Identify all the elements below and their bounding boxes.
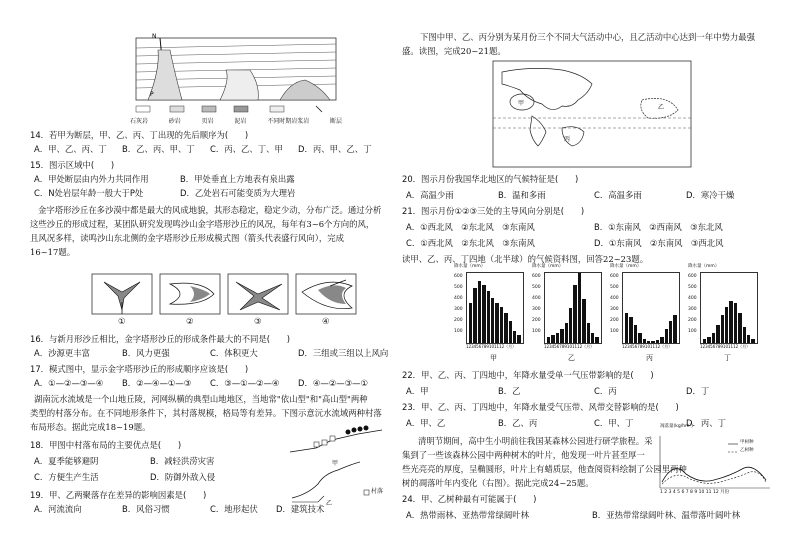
precip-chart-xlabel: 123456789101112（月） xyxy=(700,344,751,349)
q16-option-d[interactable]: D．三组或三组以上风向 xyxy=(298,348,389,358)
q22-option-c[interactable]: C．丙 xyxy=(594,386,617,396)
leaf-legend-yi: 乙树种 xyxy=(740,448,754,453)
precip-bar xyxy=(712,333,715,343)
dune-label-3: ③ xyxy=(254,316,262,326)
precip-bar xyxy=(478,281,481,343)
q22-option-b[interactable]: B．乙 xyxy=(498,386,521,396)
legend-magmatic: 不同时期岩浆岩 xyxy=(267,118,310,125)
dune-label-1: ① xyxy=(118,316,126,326)
precip-chart-name: 乙 xyxy=(568,354,575,362)
q19-option-b[interactable]: B．风俗习惯 xyxy=(122,504,170,514)
q20-option-b[interactable]: B．温和多雨 xyxy=(498,190,546,200)
q17-option-b[interactable]: B．②—④—①—③ xyxy=(122,378,192,388)
precip-bar xyxy=(495,303,498,343)
precip-bar xyxy=(560,329,563,343)
precip-chart-ytick: 600 xyxy=(688,274,697,279)
q15-option-a[interactable]: A．甲处断层由内外力共同作用 xyxy=(34,174,149,184)
precip-bar xyxy=(587,323,590,343)
precip-chart-plot xyxy=(700,272,758,344)
q23-option-c[interactable]: C．甲、丁 xyxy=(594,418,634,428)
precip-bar xyxy=(595,337,598,343)
passage-dune-line2: 这些沙丘的形成过程，某团队研究发现鸣沙山金字塔形沙丘的风况，每年有3~6个方向的风， xyxy=(30,219,375,229)
legend-shale: 页岩 xyxy=(201,118,214,125)
passage-dune-line4: 16~17题。 xyxy=(30,247,76,257)
q18-stem: 18．甲图中村落布局的主要优点是( ) xyxy=(30,440,182,450)
precip-bar xyxy=(647,341,650,343)
passage-village-line3: 布局形态。据此完成18~19题。 xyxy=(30,422,151,432)
precip-chart-name: 丙 xyxy=(646,354,653,362)
precip-bar xyxy=(500,307,503,343)
q21-option-d[interactable]: D．①东南风 ②东南风 ③西北风 xyxy=(594,238,724,248)
precip-bar xyxy=(729,301,732,343)
precip-bar xyxy=(738,313,741,343)
legend-limestone: 石灰岩 xyxy=(130,118,149,125)
precip-bar xyxy=(747,335,750,343)
precip-chart-ytick: 400 xyxy=(688,296,697,301)
q23-stem: 23．甲、乙、丙、丁四地中，年降水量受气压带、风带交替影响的是( ) xyxy=(402,402,679,412)
q18-option-b[interactable]: B．减轻洪涝灾害 xyxy=(150,456,215,466)
precip-chart-ytick: 100 xyxy=(454,329,463,334)
precip-bar xyxy=(473,288,476,343)
leaf-chart-ylabel: 凋落量(kg/hm²) xyxy=(660,424,694,429)
precip-chart-ylabel: 降水量（mm） xyxy=(688,264,720,269)
q15-option-d[interactable]: D．乙处岩石可能变质为大理岩 xyxy=(180,188,296,198)
precip-chart-ytick: 600 xyxy=(610,274,619,279)
precip-bar xyxy=(707,337,710,343)
precip-bar xyxy=(469,303,472,343)
q16-option-a[interactable]: A．沙源更丰富 xyxy=(34,348,90,358)
precip-bar xyxy=(517,335,520,343)
precip-chart-ytick: 300 xyxy=(610,307,619,312)
precip-bar xyxy=(638,333,641,343)
precip-chart-ytick: 400 xyxy=(532,296,541,301)
passage-climate: 读甲、乙、丙、丁四地（北半球）的气候资料图，回答22~23题。 xyxy=(402,254,649,264)
precip-chart-ytick: 500 xyxy=(454,285,463,290)
precip-bar xyxy=(751,339,754,343)
pressure-center-map xyxy=(492,60,692,168)
precip-chart-1 xyxy=(454,264,528,364)
precip-bar xyxy=(643,339,646,343)
precip-chart-plot xyxy=(466,272,524,344)
q14-option-a[interactable]: A．甲、乙、丙、丁 xyxy=(34,144,107,154)
precip-bar xyxy=(551,335,554,343)
village-label-yi: 乙 xyxy=(326,500,333,507)
precip-chart-ytick: 100 xyxy=(688,329,697,334)
q17-option-a[interactable]: A．①—②—③—④ xyxy=(34,378,104,388)
q24-option-a[interactable]: A．热带雨林、亚热带常绿阔叶林 xyxy=(406,510,529,520)
precip-bar xyxy=(565,323,568,343)
precip-bar xyxy=(482,285,485,343)
precip-bar xyxy=(743,327,746,343)
precip-chart-2 xyxy=(532,264,606,364)
village-legend: 村落 xyxy=(371,488,384,495)
precip-chart-3 xyxy=(610,264,684,364)
q24-stem: 24．甲、乙树种最有可能属于( ) xyxy=(402,494,537,504)
precip-chart-ytick: 100 xyxy=(532,329,541,334)
precip-bar xyxy=(703,339,706,343)
leaf-litter-chart xyxy=(650,430,774,498)
q15-option-b[interactable]: B．甲处垂直上方地表有泉出露 xyxy=(180,174,295,184)
precip-chart-ytick: 200 xyxy=(610,318,619,323)
precip-bar xyxy=(721,315,724,343)
precip-chart-name: 甲 xyxy=(490,354,497,362)
precip-bar xyxy=(591,333,594,343)
precip-bar xyxy=(673,315,676,343)
precip-bar xyxy=(656,340,659,343)
map-label-jia: 甲 xyxy=(518,100,525,107)
dune-model-figure xyxy=(90,272,360,328)
passage-village-line2: 类型的村落分布。在不同地形条件下，其村落规模，格局等有差异。下图示意沅水流域两种村落 xyxy=(30,408,382,418)
passage-dune-line1: 金字塔形沙丘在多沙漠中都是最大的风成地貌，其形态稳定，稳定少动，分布广泛。通过分析 xyxy=(38,205,382,215)
q16-option-b[interactable]: B．风力更强 xyxy=(122,348,170,358)
dune-label-2: ② xyxy=(186,316,194,326)
precip-bar xyxy=(487,291,490,343)
q17-option-c[interactable]: C．③—①—②—④ xyxy=(210,378,280,388)
geology-legend xyxy=(130,118,342,126)
q15-stem: 15．图示区域中( ) xyxy=(30,160,115,170)
map-label-yi: 乙 xyxy=(658,104,665,111)
passage-dune-line3: 且风况多样，读鸣沙山东北侧的金字塔形沙丘形成模式图（箭头代表盛行风向），完成 xyxy=(30,233,345,243)
q20-stem: 20．图示月份我国华北地区的气候特征是( ) xyxy=(402,174,579,184)
precip-chart-ytick: 600 xyxy=(532,274,541,279)
precip-chart-xlabel: 123456789101112（月） xyxy=(544,344,595,349)
passage-village-line1: 湖南沅水流域是一个山地丘陵，河网纵横的典型山地地区，当地常"依山型"和"高山型"两种 xyxy=(34,394,368,404)
q17-option-d[interactable]: D．④—②—③—① xyxy=(298,378,368,388)
passage-leaf-line4: 树的凋落叶年内变化（右图）。据此完成24~25题。 xyxy=(402,478,594,488)
precip-chart-ytick: 500 xyxy=(688,285,697,290)
precip-bar xyxy=(669,321,672,343)
intro-line2: 盛。读图，完成20~21题。 xyxy=(402,46,506,56)
dune-label-4: ④ xyxy=(322,316,330,326)
precip-chart-ytick: 200 xyxy=(454,318,463,323)
precip-bar xyxy=(556,333,559,343)
leaf-legend-jia: 甲树种 xyxy=(740,440,754,445)
q23-option-b[interactable]: B．乙、丙 xyxy=(498,418,538,428)
q19-option-c[interactable]: C．地形起伏 xyxy=(210,504,258,514)
q19-option-d[interactable]: D．建筑技术 xyxy=(276,504,325,514)
map-label-bing: 丙 xyxy=(564,136,571,143)
q21-option-a[interactable]: A．①西北风 ②东北风 ③东南风 xyxy=(406,222,535,232)
q16-option-c[interactable]: C．体积更大 xyxy=(210,348,258,358)
precip-chart-ytick: 400 xyxy=(454,296,463,301)
q22-stem: 22．甲、乙、丙、丁四地中，年降水量受单一气压带影响的是( ) xyxy=(402,370,654,380)
geology-cross-section xyxy=(130,30,342,128)
precip-chart-ytick: 100 xyxy=(610,329,619,334)
q19-option-a[interactable]: A．河流流向 xyxy=(34,504,82,514)
q17-stem: 17．模式图中，显示金字塔形沙丘的形成顺序应该是( ) xyxy=(30,364,249,374)
precip-chart-ytick: 200 xyxy=(688,318,697,323)
q21-option-b[interactable]: B．①东南风 ②西南风 ③东北风 xyxy=(594,222,723,232)
q14-option-b[interactable]: B．乙、丙、甲、丁 xyxy=(122,144,195,154)
precip-bar xyxy=(569,308,572,343)
q15-option-c[interactable]: C．N处岩层年龄一般大于P处 xyxy=(34,188,144,198)
precip-bar xyxy=(625,313,628,343)
precip-bar xyxy=(634,325,637,343)
q24-option-b[interactable]: B．亚热带常绿阔叶林、温带落叶阔叶林 xyxy=(592,510,741,520)
precip-bar xyxy=(716,325,719,343)
precip-chart-name: 丁 xyxy=(724,354,731,362)
precip-chart-ytick: 500 xyxy=(532,285,541,290)
q20-option-d[interactable]: D．寒冷干燥 xyxy=(686,190,735,200)
precip-chart-4 xyxy=(688,264,762,364)
q14-option-d[interactable]: D．丙、甲、乙、丁 xyxy=(298,144,372,154)
legend-mudstone: 泥岩 xyxy=(234,118,247,125)
precip-bar xyxy=(513,331,516,343)
precip-chart-plot xyxy=(544,272,602,344)
precip-chart-ylabel: 降水量（mm） xyxy=(610,264,642,269)
q18-option-a[interactable]: A．夏季能够避阴 xyxy=(34,456,99,466)
precip-chart-ytick: 200 xyxy=(532,318,541,323)
precip-bar xyxy=(725,307,728,343)
precip-chart-plot xyxy=(622,272,680,344)
q21-option-c[interactable]: C．①西北风 ②东北风 ③东南风 xyxy=(406,238,535,248)
q19-stem: 19．甲、乙两聚落存在差异的影响因素是( ) xyxy=(30,490,207,500)
q14-stem: 14．若甲为断层，甲、乙、丙、丁出现的先后顺序为( ) xyxy=(30,130,249,140)
precip-chart-ylabel: 降水量（mm） xyxy=(454,264,486,269)
intro-line1: 下图中甲、乙、丙分别为某月份三个不同大气活动中心，且乙活动中心达到一年中势力最强 xyxy=(420,32,755,42)
q23-option-a[interactable]: A．甲、乙 xyxy=(406,418,446,428)
legend-fault: 断层 xyxy=(329,118,342,125)
precip-bar xyxy=(504,313,507,343)
q22-option-a[interactable]: A．甲 xyxy=(406,386,429,396)
precip-chart-ytick: 300 xyxy=(688,307,697,312)
q21-stem: 21．图示月份①②③三处的主导风向分别是( ) xyxy=(402,206,585,216)
precip-chart-ytick: 300 xyxy=(532,307,541,312)
svg-text:P: P xyxy=(150,91,154,98)
precip-bar xyxy=(578,273,581,343)
precip-chart-xlabel: 123456789101112（月） xyxy=(622,344,673,349)
q16-stem: 16．与新月形沙丘相比，金字塔形沙丘的形成条件最大的不同是( ) xyxy=(30,334,291,344)
precip-chart-ytick: 600 xyxy=(454,274,463,279)
q14-option-c[interactable]: C．丙、乙、丁、甲 xyxy=(210,144,283,154)
q23-option-d[interactable]: D．丙、丁 xyxy=(686,418,726,428)
precip-bar xyxy=(665,329,668,343)
legend-sandstone: 砂岩 xyxy=(168,118,181,125)
precip-chart-xlabel: 123456789101112（月） xyxy=(466,344,517,349)
precip-bar xyxy=(629,317,632,343)
precip-chart-ytick: 300 xyxy=(454,307,463,312)
precip-bar xyxy=(660,337,663,343)
svg-text:N: N xyxy=(152,33,157,40)
precip-chart-ytick: 500 xyxy=(610,285,619,290)
leaf-chart-xlabel: 1 2 3 4 5 6 7 8 9 10 11 12 月份 xyxy=(660,490,730,495)
precip-bar xyxy=(573,285,576,343)
precip-bar xyxy=(509,321,512,343)
q22-option-d[interactable]: D．丁 xyxy=(686,386,710,396)
precip-chart-ylabel: 降水量（mm） xyxy=(532,264,564,269)
precip-bar xyxy=(651,341,654,343)
precip-chart-ytick: 400 xyxy=(610,296,619,301)
passage-leaf-line1: 清明节期间，高中生小明前往我国某森林公园进行研学旅程。采 xyxy=(418,436,653,446)
precip-bar xyxy=(547,337,550,343)
precip-bar xyxy=(582,299,585,343)
passage-leaf-line2: 集到了一些该森林公园中两种树木的叶片，他发现一叶片甚至厚一 xyxy=(402,450,645,460)
q18-option-d[interactable]: D．防御外敌入侵 xyxy=(150,472,216,482)
q20-option-a[interactable]: A．高温少雨 xyxy=(406,190,454,200)
village-label-jia: 甲 xyxy=(332,460,339,467)
passage-leaf-line3: 些光亮亮的厚度，呈椭圆形，叶片上有蜡质层，他查阅资料绘制了公园里两种 xyxy=(402,464,687,474)
q20-option-c[interactable]: C．高温多雨 xyxy=(594,190,642,200)
precip-bar xyxy=(491,298,494,343)
q18-option-c[interactable]: C．方便生产生活 xyxy=(34,472,99,482)
precip-bar xyxy=(734,303,737,343)
